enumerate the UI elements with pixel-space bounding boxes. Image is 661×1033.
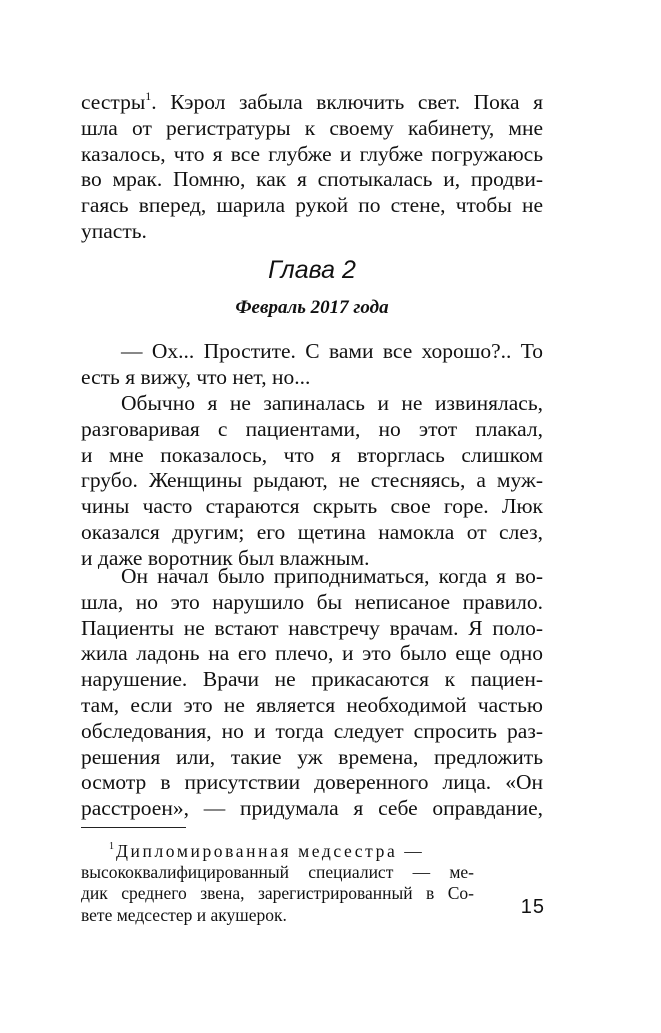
text-line: чины часто стараются скрыть свое горе. Люк [81,494,543,519]
footnote-line: высококвалифицированный специалист — ме- [81,862,474,883]
text-line: казалось, что я все глубже и глубже погружаюсь [81,141,543,166]
footnote-line [81,841,474,862]
text-line: разговаривая с пациентами, но этот плакал, [81,416,543,441]
footnote-separator [81,827,186,828]
text-line: расстроен», — придумала я себе оправдание, [81,796,543,821]
footnote-line: вете медсестер и акушерок. [81,904,287,925]
text-line: осмотр в присутствии доверенного лица. «Он [81,770,543,795]
text-line: есть я вижу, что нет, но... [81,364,311,389]
text-line: и даже воротник был влажным. [81,545,370,570]
text-line: гаясь вперед, шарила рукой по стене, чтобы не [81,193,543,218]
text-line: шла от регистратуры к своему кабинету, мне [81,115,543,140]
chapter-date: Февраль 2017 года [235,297,389,318]
footnote [81,841,474,926]
top-paragraph [81,90,543,245]
chapter-title: Глава 2 [268,256,356,284]
footnote-term: Дипломированная медсестра — [116,841,425,861]
footnote-line: дик среднего звена, зарегистрированный в Со- [81,883,474,904]
text-line: Пациенты не встают навстречу врачам. Я поло- [81,615,543,640]
text-line: Он начал было приподниматься, когда я во- [121,564,543,588]
text-line: решения или, такие уж времена, предложить [81,744,543,769]
text-line: там, если это не является необходимой частью [81,692,543,717]
footnote-number: 1 [109,841,114,852]
footnote-reference[interactable]: 1 [145,89,152,103]
text-line: во мрак. Помню, как я спотыкалась и, продви- [81,167,543,192]
page-number: 15 [520,896,545,918]
text-line: грубо. Женщины рыдают, не стесняясь, а муж- [81,468,543,493]
text-line: Обычно я не запиналась и не извинялась, [121,391,543,415]
text-line: и мне показалось, что я вторглась слишком [81,442,543,467]
text-line: оказался другим; его щетина намокла от слез, [81,519,543,544]
text-line: упасть. [81,218,147,243]
paragraph-3 [81,564,543,822]
text-line: сестры$^1$. Кэрол забыла включить свет. Пока я [81,89,543,114]
dialogue-paragraph [81,339,543,391]
text-line: жила ладонь на его плечо, и это было еще одно [81,641,543,666]
text-line: нарушение. Врачи не прикасаются к пациен- [81,667,543,692]
text-line: — Ох... Простите. С вами все хорошо?.. То [121,339,543,363]
paragraph-2 [81,391,543,572]
text-line: обследования, но и тогда следует спросить раз- [81,718,543,743]
text-line: шла, но это нарушило бы неписаное правило. [81,589,543,614]
